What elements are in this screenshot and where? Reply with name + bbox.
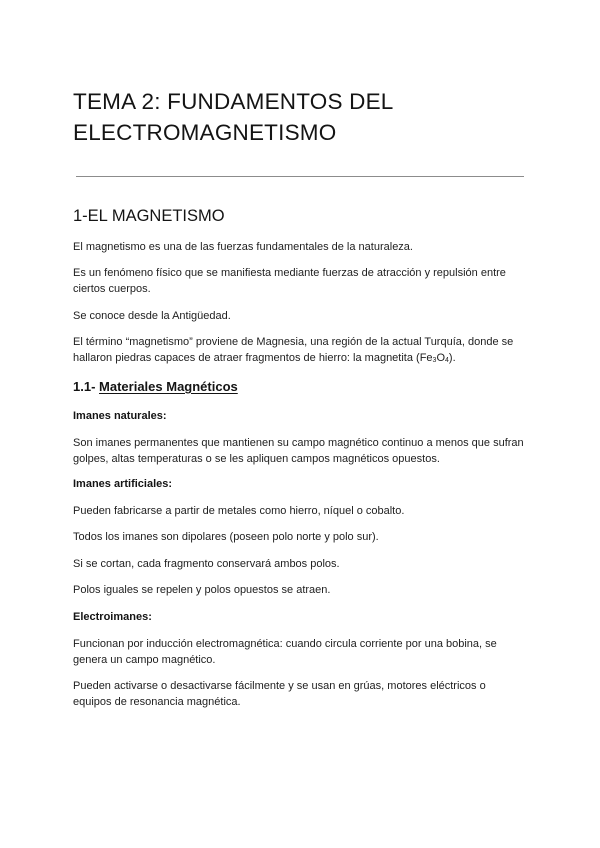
paragraph-induccion	[73, 636, 533, 668]
section-heading-magnetismo: 1-EL MAGNETISMO	[73, 207, 225, 225]
paragraph-dipolares: Todos los imanes son dipolares (poseen polo norte y polo sur).	[73, 531, 379, 543]
chem-close: ).	[448, 352, 456, 364]
paragraph-line: Funcionan por inducción electromagnética: cuando circula corriente por una bobina, se	[73, 638, 497, 650]
horizontal-divider	[76, 176, 524, 177]
paragraph-line: golpes, altas temperaturas o se les apliquen campos magnéticos opuestos.	[73, 453, 440, 465]
heading-imanes-naturales: Imanes naturales:	[73, 410, 167, 422]
paragraph-line: hallaron piedras capaces de atraer fragmentos de hierro: la magnetita (Fe	[73, 352, 433, 364]
page-title	[73, 86, 533, 148]
subsection-number: 1.1-	[73, 379, 96, 394]
paragraph-line: genera un campo magnético.	[73, 654, 216, 666]
paragraph-magnetismo-definition: El magnetismo es una de las fuerzas fundamentales de la naturaleza.	[73, 241, 413, 253]
paragraph-antiguedad: Se conoce desde la Antigüedad.	[73, 310, 231, 322]
subsection-heading-materiales	[73, 378, 238, 396]
paragraph-line: equipos de resonancia magnética.	[73, 696, 241, 708]
paragraph-fenomeno-fisico	[73, 265, 533, 297]
paragraph-line: Pueden activarse o desactivarse fácilmente y se usan en grúas, motores eléctricos o	[73, 680, 486, 692]
paragraph-imanes-naturales	[73, 435, 533, 467]
paragraph-cortan: Si se cortan, cada fragmento conservará ambos polos.	[73, 558, 340, 570]
heading-imanes-artificiales: Imanes artificiales:	[73, 478, 173, 490]
paragraph-polos: Polos iguales se repelen y polos opuestos se atraen.	[73, 584, 331, 596]
paragraph-line: Es un fenómeno físico que se manifiesta mediante fuerzas de atracción y repulsión entre	[73, 267, 506, 279]
page-title-line-2: ELECTROMAGNETISMO	[73, 120, 337, 145]
heading-electroimanes: Electroimanes:	[73, 611, 152, 623]
subsection-title: Materiales Magnéticos	[99, 379, 238, 394]
paragraph-line: El término “magnetismo” proviene de Magnesia, una región de la actual Turquía, donde se	[73, 336, 514, 348]
paragraph-magnesia	[73, 334, 533, 369]
subscript-4: 4	[445, 357, 449, 364]
chem-oxygen: O	[436, 352, 445, 364]
subscript-3: 3	[432, 357, 437, 364]
page-title-line-1: TEMA 2: FUNDAMENTOS DEL	[73, 89, 394, 114]
paragraph-line: ciertos cuerpos.	[73, 283, 151, 295]
paragraph-aplicaciones	[73, 678, 533, 710]
paragraph-line: Son imanes permanentes que mantienen su campo magnético continuo a menos que sufran	[73, 437, 524, 449]
paragraph-fabricacion: Pueden fabricarse a partir de metales como hierro, níquel o cobalto.	[73, 505, 405, 517]
